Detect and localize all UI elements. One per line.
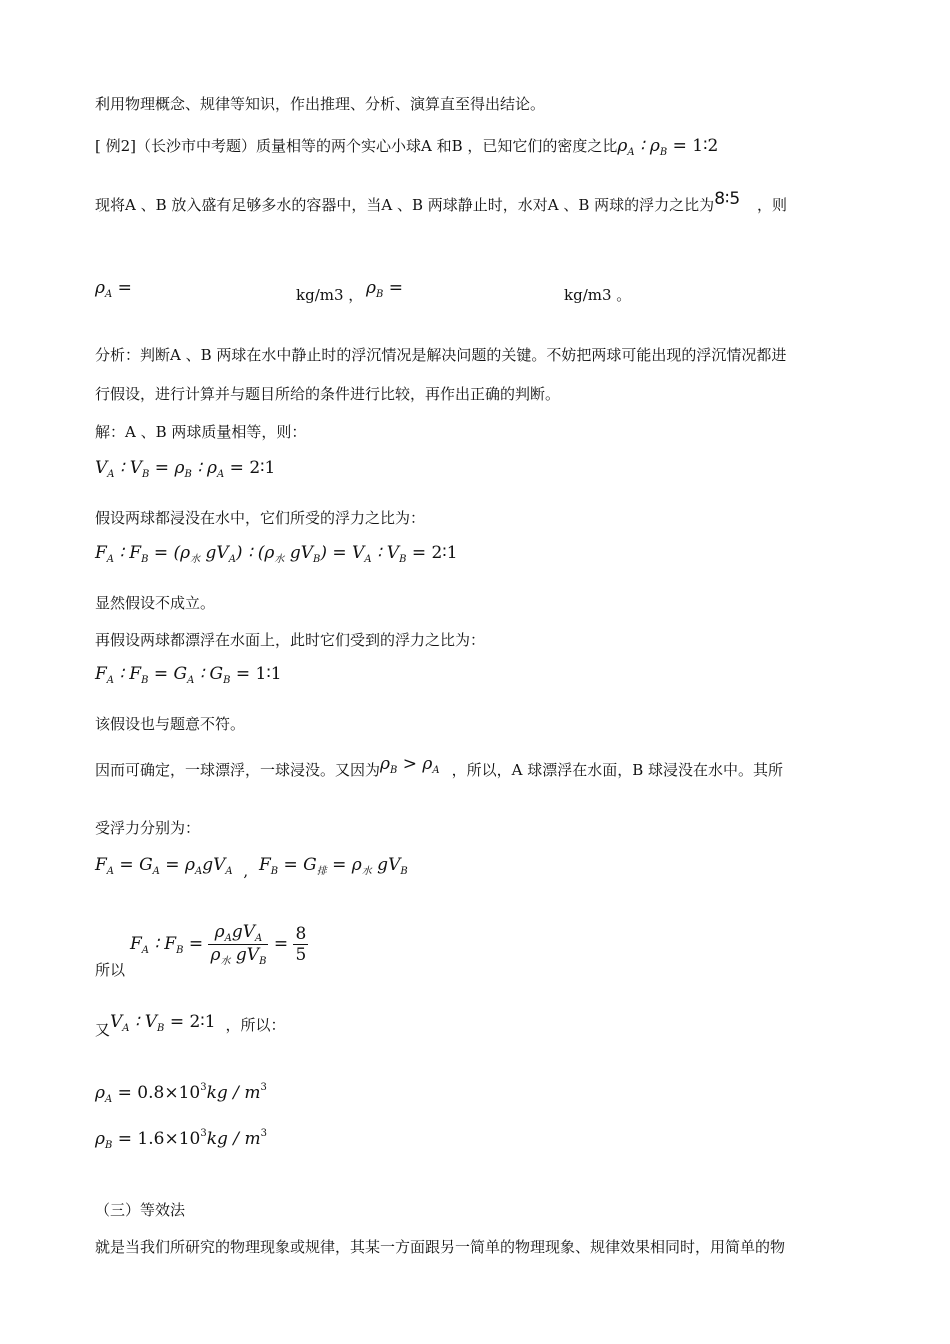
volume-ratio-formula: $V_A$ ∶ $V_B = \rho_B$ ∶ $\rho_A$ = 2∶1 <box>95 458 276 480</box>
rho-b-label: $\rho_B$ = <box>366 278 404 300</box>
example-line-2 <box>95 189 788 215</box>
density-compare-formula: $\rho_B > \rho_A$ <box>380 754 440 776</box>
equation-buoyancy-forces <box>95 855 408 882</box>
example-line-2-text: 现将A 、B 放入盛有足够多水的容器中，当A 、B 两球静止时，水对A 、B 两球的浮力之比为 <box>95 196 715 214</box>
buoyancy-ratio: 8∶5 <box>714 189 741 209</box>
buoyancy-a-formula: $F_A = G_A = \rho_AgV_A$ <box>95 855 233 877</box>
analysis-line-1: 分析：判断A 、B 两球在水中静止时的浮沉情况是解决问题的关键。不妨把两球可能出现的浮沉情况都进 <box>95 346 787 364</box>
also-label: 又 <box>95 1021 111 1039</box>
section-3-line-1: 就是当我们所研究的物理现象或规律，其某一方面跟另一简单的物理现象、规律效果相同时，用简单的物 <box>95 1238 786 1256</box>
volume-ratio-again: $V_A$ ∶ $V_B$ = 2∶1 <box>110 1012 216 1034</box>
conclusion-line <box>95 754 784 787</box>
value-fraction: $\frac{8}{5}$ <box>295 924 307 965</box>
conclusion-line-2: 受浮力分别为： <box>95 819 201 837</box>
force-ratio-fraction: $F_A$ ∶ $F_B$ = $\frac{\rho_AgV_A}{\rho_水 gV_B}$ = $\frac{8}{5}$ <box>130 922 307 967</box>
answer-blank-rho-b <box>366 278 403 305</box>
buoyancy-b-formula: $F_B = G_排 = \rho_水$ $gV_B$ <box>258 855 408 877</box>
not-match-text: 该假设也与题意不符。 <box>95 715 246 733</box>
density-ratio-formula: $\rho_A$ ∶ $\rho_B$ = 1∶2 <box>617 136 719 158</box>
intro-text: 利用物理概念、规律等知识，作出推理、分析、演算直至得出结论。 <box>95 95 546 113</box>
example-line-2-end: ，则 <box>757 196 788 214</box>
conclusion-text-b: ，所以，A 球漂浮在水面，B 球浸没在水中。其所 <box>451 761 784 779</box>
so-label: 所以 <box>95 961 126 979</box>
solution-intro: 解：A 、B 两球质量相等，则： <box>95 423 307 441</box>
also-tail: ，所以： <box>225 1016 286 1034</box>
submerged-formula: $F_A$ ∶ $F_B = (\rho_水$ $gV_A$) ∶ ($\rho_水$ $gV_B) = V_A$ ∶ $V_B$ = 2∶1 <box>95 543 458 565</box>
result-rho-a <box>95 1078 267 1110</box>
answer-blank-rho-a <box>95 278 132 305</box>
fraction-equation <box>130 922 308 967</box>
analysis-line-2: 行假设，进行计算并与题目所给的条件进行比较，再作出正确的判断。 <box>95 385 561 403</box>
equation-submerged <box>95 543 458 570</box>
conclusion-text-a: 因而可确定，一球漂浮，一球浸没。又因为 <box>95 761 381 779</box>
rho-a-label: $\rho_A$ = <box>95 278 132 300</box>
floating-formula: $F_A$ ∶ $F_B = G_A$ ∶ $G_B$ = 1∶1 <box>95 664 282 686</box>
rho-b-result: $\rho_B = 1.6\times 10^3kg / m^3$ <box>95 1128 267 1151</box>
result-rho-b <box>95 1124 267 1156</box>
answer-unit-2: kg/m3 。 <box>564 286 632 304</box>
not-valid-text: 显然假设不成立。 <box>95 594 216 612</box>
example-line-1 <box>95 136 718 163</box>
equation-volume-ratio <box>95 458 275 485</box>
assumption-1: 假设两球都浸没在水中，它们所受的浮力之比为： <box>95 509 426 527</box>
example-label: [ 例2]（长沙市中考题）质量相等的两个实心小球A 和B ，已知它们的密度之比 <box>95 137 618 155</box>
equation-floating <box>95 664 282 691</box>
comma: , <box>243 862 249 880</box>
density-volume-fraction: $\frac{\rho_AgV_A}{\rho_水 gV_B}$ <box>210 922 267 967</box>
rho-a-result: $\rho_A = 0.8\times 10^3kg / m^3$ <box>95 1082 267 1105</box>
also-line <box>95 1012 286 1039</box>
section-3-title: （三）等效法 <box>95 1201 186 1219</box>
answer-unit-1: kg/m3 ， <box>296 286 364 304</box>
assumption-2: 再假设两球都漂浮在水面上，此时它们受到的浮力之比为： <box>95 631 486 649</box>
